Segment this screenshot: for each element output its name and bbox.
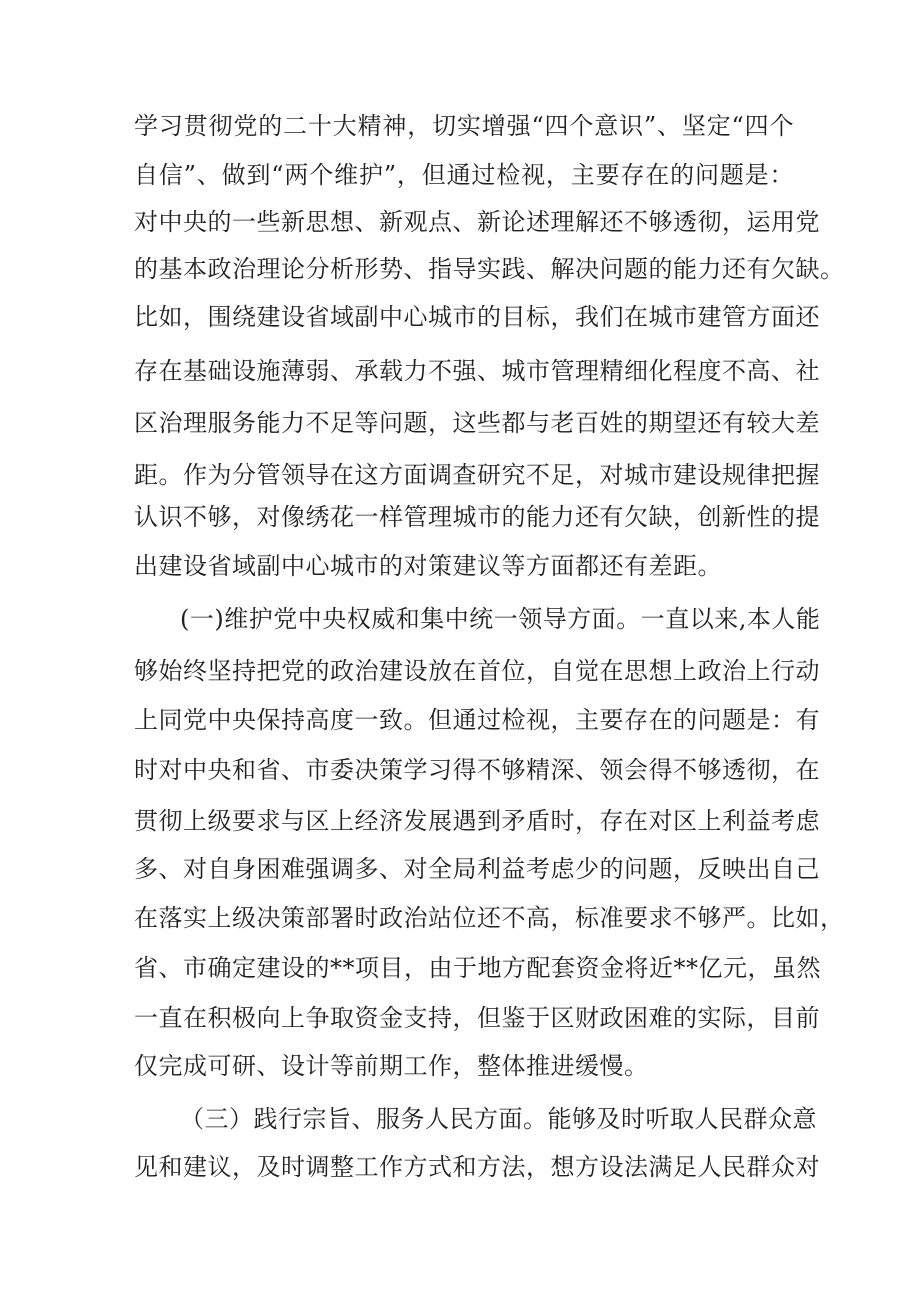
paragraph-heading-line: (一)维护党中央权威和集中统一领导方面。一直以来,本人能	[180, 605, 821, 633]
text-line: 够始终坚持把党的政治建设放在首位，自觉在思想上政治上行动	[134, 657, 820, 685]
text-line: 自信”、做到“两个维护”，但通过检视，主要存在的问题是：	[134, 161, 794, 189]
text-line: 对中央的一些新思想、新观点、新论述理解还不够透彻，运用党	[134, 208, 820, 236]
text-line: 距。作为分管领导在这方面调查研究不足，对城市建设规律把握	[134, 461, 820, 489]
text-line: 存在基础设施薄弱、承载力不强、城市管理精细化程度不高、社	[134, 357, 820, 385]
text-line: 比如，围绕建设省域副中心城市的目标，我们在城市建管方面还	[134, 303, 820, 331]
text-line: 省、市确定建设的**项目，由于地方配套资金将近**亿元，虽然	[134, 954, 821, 982]
text-line: 仅完成可研、设计等前期工作，整体推进缓慢。	[134, 1052, 649, 1080]
text-line: 贯彻上级要求与区上经济发展遇到矛盾时，存在对区上利益考虑	[134, 807, 820, 835]
text-line: 的基本政治理论分析形势、指导实践、解决问题的能力还有欠缺。	[134, 255, 845, 283]
text-line: 上同党中央保持高度一致。但通过检视，主要存在的问题是：有	[134, 706, 820, 734]
text-line: 多、对自身困难强调多、对全局利益考虑少的问题，反映出自己	[134, 855, 820, 883]
text-line: 在落实上级决策部署时政治站位还不高，标准要求不够严。比如，	[134, 904, 845, 932]
text-line: 时对中央和省、市委决策学习得不够精深、领会得不够透彻，在	[134, 756, 820, 784]
text-line: 认识不够，对像绣花一样管理城市的能力还有欠缺，创新性的提	[134, 503, 820, 531]
text-line: 见和建议，及时调整工作方式和方法，想方设法满足人民群众对	[134, 1153, 820, 1181]
text-line: 出建设省域副中心城市的对策建议等方面都还有差距。	[134, 552, 722, 580]
paragraph-heading-line: （三）践行宗旨、服务人民方面。能够及时听取人民群众意	[180, 1105, 817, 1133]
text-line: 一直在积极向上争取资金支持，但鉴于区财政困难的实际，目前	[134, 1004, 820, 1032]
text-line: 学习贯彻党的二十大精神，切实增强“四个意识”、坚定“四个	[134, 112, 794, 140]
text-line: 区治理服务能力不足等问题，这些都与老百姓的期望还有较大差	[134, 409, 820, 437]
